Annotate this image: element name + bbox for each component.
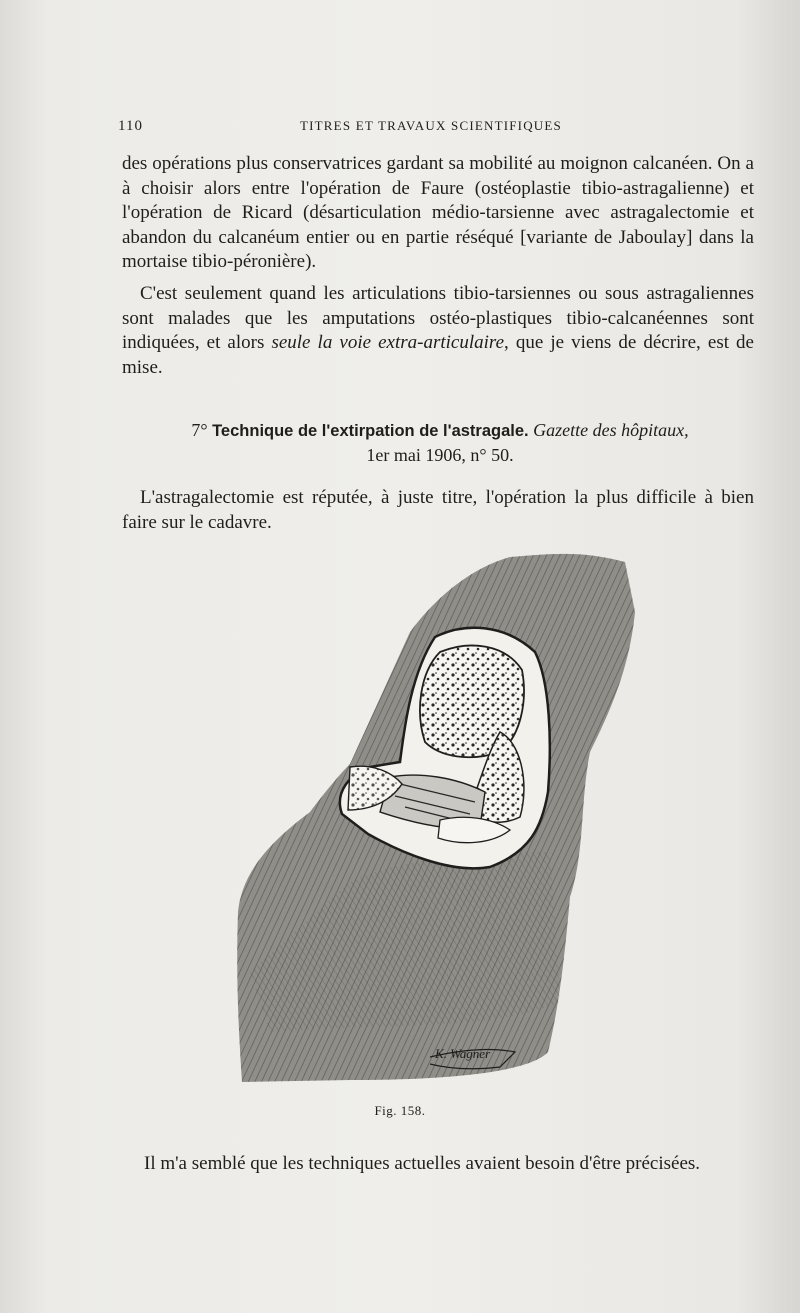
paragraph-2 (122, 282, 754, 380)
paragraph-2-text: C'est seulement quand les articulations tibio-tarsiennes ou sous astragaliennes sont malades que les amputations ostéo-plastiques tibio-calcanéennes sont indiquées, et alors (122, 283, 754, 353)
section-source: Gazette des hôpitaux, (533, 420, 689, 440)
paragraph-4: Il m'a semblé que les techniques actuelles avaient besoin d'être précisées. (144, 1153, 701, 1174)
section-title: Technique de l'extirpation de l'astragale. (212, 422, 529, 440)
anatomical-figure (230, 552, 650, 1092)
section-number: 7° (191, 420, 208, 440)
paragraph-3: L'astragalectomie est réputée, à juste titre, l'opération la plus difficile à bien faire sur le cadavre. (122, 487, 754, 533)
paragraph-1: des opérations plus conservatrices gardant sa mobilité au moignon calcanéen. On a à choisir alors entre l'opération de Faure (ostéoplastie tibio-astragalienne) et l'opération de Ricard (désarticulation médio-tarsienne avec astragalectomie et abandon du calcanéum entier ou en partie réséqué [variante de Jaboulay] dans la mortaise tibio-péronière). (122, 153, 754, 272)
paragraph-2-italic: seule la voie extra-articulaire (271, 332, 505, 353)
section-heading (120, 418, 760, 467)
paragraph-2-tail: , que je viens de décrire, est de mise. (122, 332, 754, 378)
running-title: TITRES ET TRAVAUX SCIENTIFIQUES (300, 118, 562, 133)
page-number: 110 (118, 118, 143, 134)
figure-caption: Fig. 158. (374, 1103, 426, 1118)
signature-text: K. Wagner (435, 1046, 491, 1061)
section-date: 1er mai 1906, n° 50. (366, 445, 514, 465)
